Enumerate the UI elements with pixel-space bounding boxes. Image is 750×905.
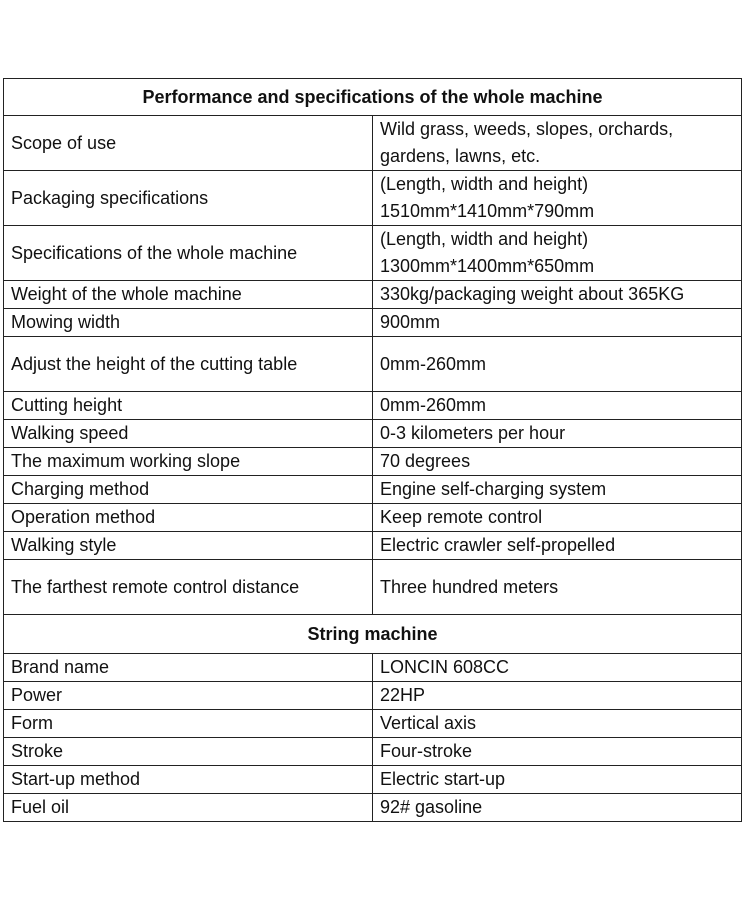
spec-label: Weight of the whole machine bbox=[4, 281, 373, 309]
spec-label: The farthest remote control distance bbox=[4, 560, 373, 615]
spec-value: LONCIN 608CC bbox=[373, 654, 742, 682]
spec-label: Brand name bbox=[4, 654, 373, 682]
table-row bbox=[4, 738, 742, 766]
section-header-row bbox=[4, 615, 742, 654]
section-title-performance: Performance and specifications of the whole machine bbox=[4, 79, 742, 116]
spec-label: Adjust the height of the cutting table bbox=[4, 337, 373, 392]
spec-label: The maximum working slope bbox=[4, 448, 373, 476]
table-row bbox=[4, 116, 742, 171]
spec-label: Stroke bbox=[4, 738, 373, 766]
spec-value: Keep remote control bbox=[373, 504, 742, 532]
spec-value: Engine self-charging system bbox=[373, 476, 742, 504]
spec-value: Wild grass, weeds, slopes, orchards, gardens, lawns, etc. bbox=[373, 116, 742, 171]
spec-value: 70 degrees bbox=[373, 448, 742, 476]
table-row bbox=[4, 794, 742, 822]
spec-value: (Length, width and height) 1300mm*1400mm*650mm bbox=[373, 226, 742, 281]
spec-label: Charging method bbox=[4, 476, 373, 504]
table-row bbox=[4, 392, 742, 420]
table-row bbox=[4, 226, 742, 281]
spec-value: 900mm bbox=[373, 309, 742, 337]
spec-label: Walking style bbox=[4, 532, 373, 560]
spec-label: Walking speed bbox=[4, 420, 373, 448]
spec-value: 330kg/packaging weight about 365KG bbox=[373, 281, 742, 309]
spec-label: Fuel oil bbox=[4, 794, 373, 822]
table-row bbox=[4, 448, 742, 476]
spec-value: 0mm-260mm bbox=[373, 392, 742, 420]
table-row bbox=[4, 171, 742, 226]
spec-label: Operation method bbox=[4, 504, 373, 532]
table-row bbox=[4, 766, 742, 794]
section-title-string-machine: String machine bbox=[4, 615, 742, 654]
spec-label: Power bbox=[4, 682, 373, 710]
table-row bbox=[4, 281, 742, 309]
table-row bbox=[4, 476, 742, 504]
spec-label: Form bbox=[4, 710, 373, 738]
table-row bbox=[4, 337, 742, 392]
spec-value: Electric start-up bbox=[373, 766, 742, 794]
spec-value: Electric crawler self-propelled bbox=[373, 532, 742, 560]
spec-value: Three hundred meters bbox=[373, 560, 742, 615]
spec-value: 0mm-260mm bbox=[373, 337, 742, 392]
spec-value: 22HP bbox=[373, 682, 742, 710]
spec-value: (Length, width and height) 1510mm*1410mm*790mm bbox=[373, 171, 742, 226]
specifications-table bbox=[3, 78, 742, 822]
spec-value: Vertical axis bbox=[373, 710, 742, 738]
spec-label: Cutting height bbox=[4, 392, 373, 420]
table-row bbox=[4, 420, 742, 448]
spec-label: Packaging specifications bbox=[4, 171, 373, 226]
table-row bbox=[4, 682, 742, 710]
spec-value: Four-stroke bbox=[373, 738, 742, 766]
table-row bbox=[4, 710, 742, 738]
table-row bbox=[4, 532, 742, 560]
spec-label: Scope of use bbox=[4, 116, 373, 171]
spec-value: 0-3 kilometers per hour bbox=[373, 420, 742, 448]
table-row bbox=[4, 654, 742, 682]
spec-value: 92# gasoline bbox=[373, 794, 742, 822]
spec-label: Specifications of the whole machine bbox=[4, 226, 373, 281]
table-row bbox=[4, 309, 742, 337]
section-header-row bbox=[4, 79, 742, 116]
spec-label: Start-up method bbox=[4, 766, 373, 794]
table-row bbox=[4, 504, 742, 532]
spec-label: Mowing width bbox=[4, 309, 373, 337]
table-row bbox=[4, 560, 742, 615]
